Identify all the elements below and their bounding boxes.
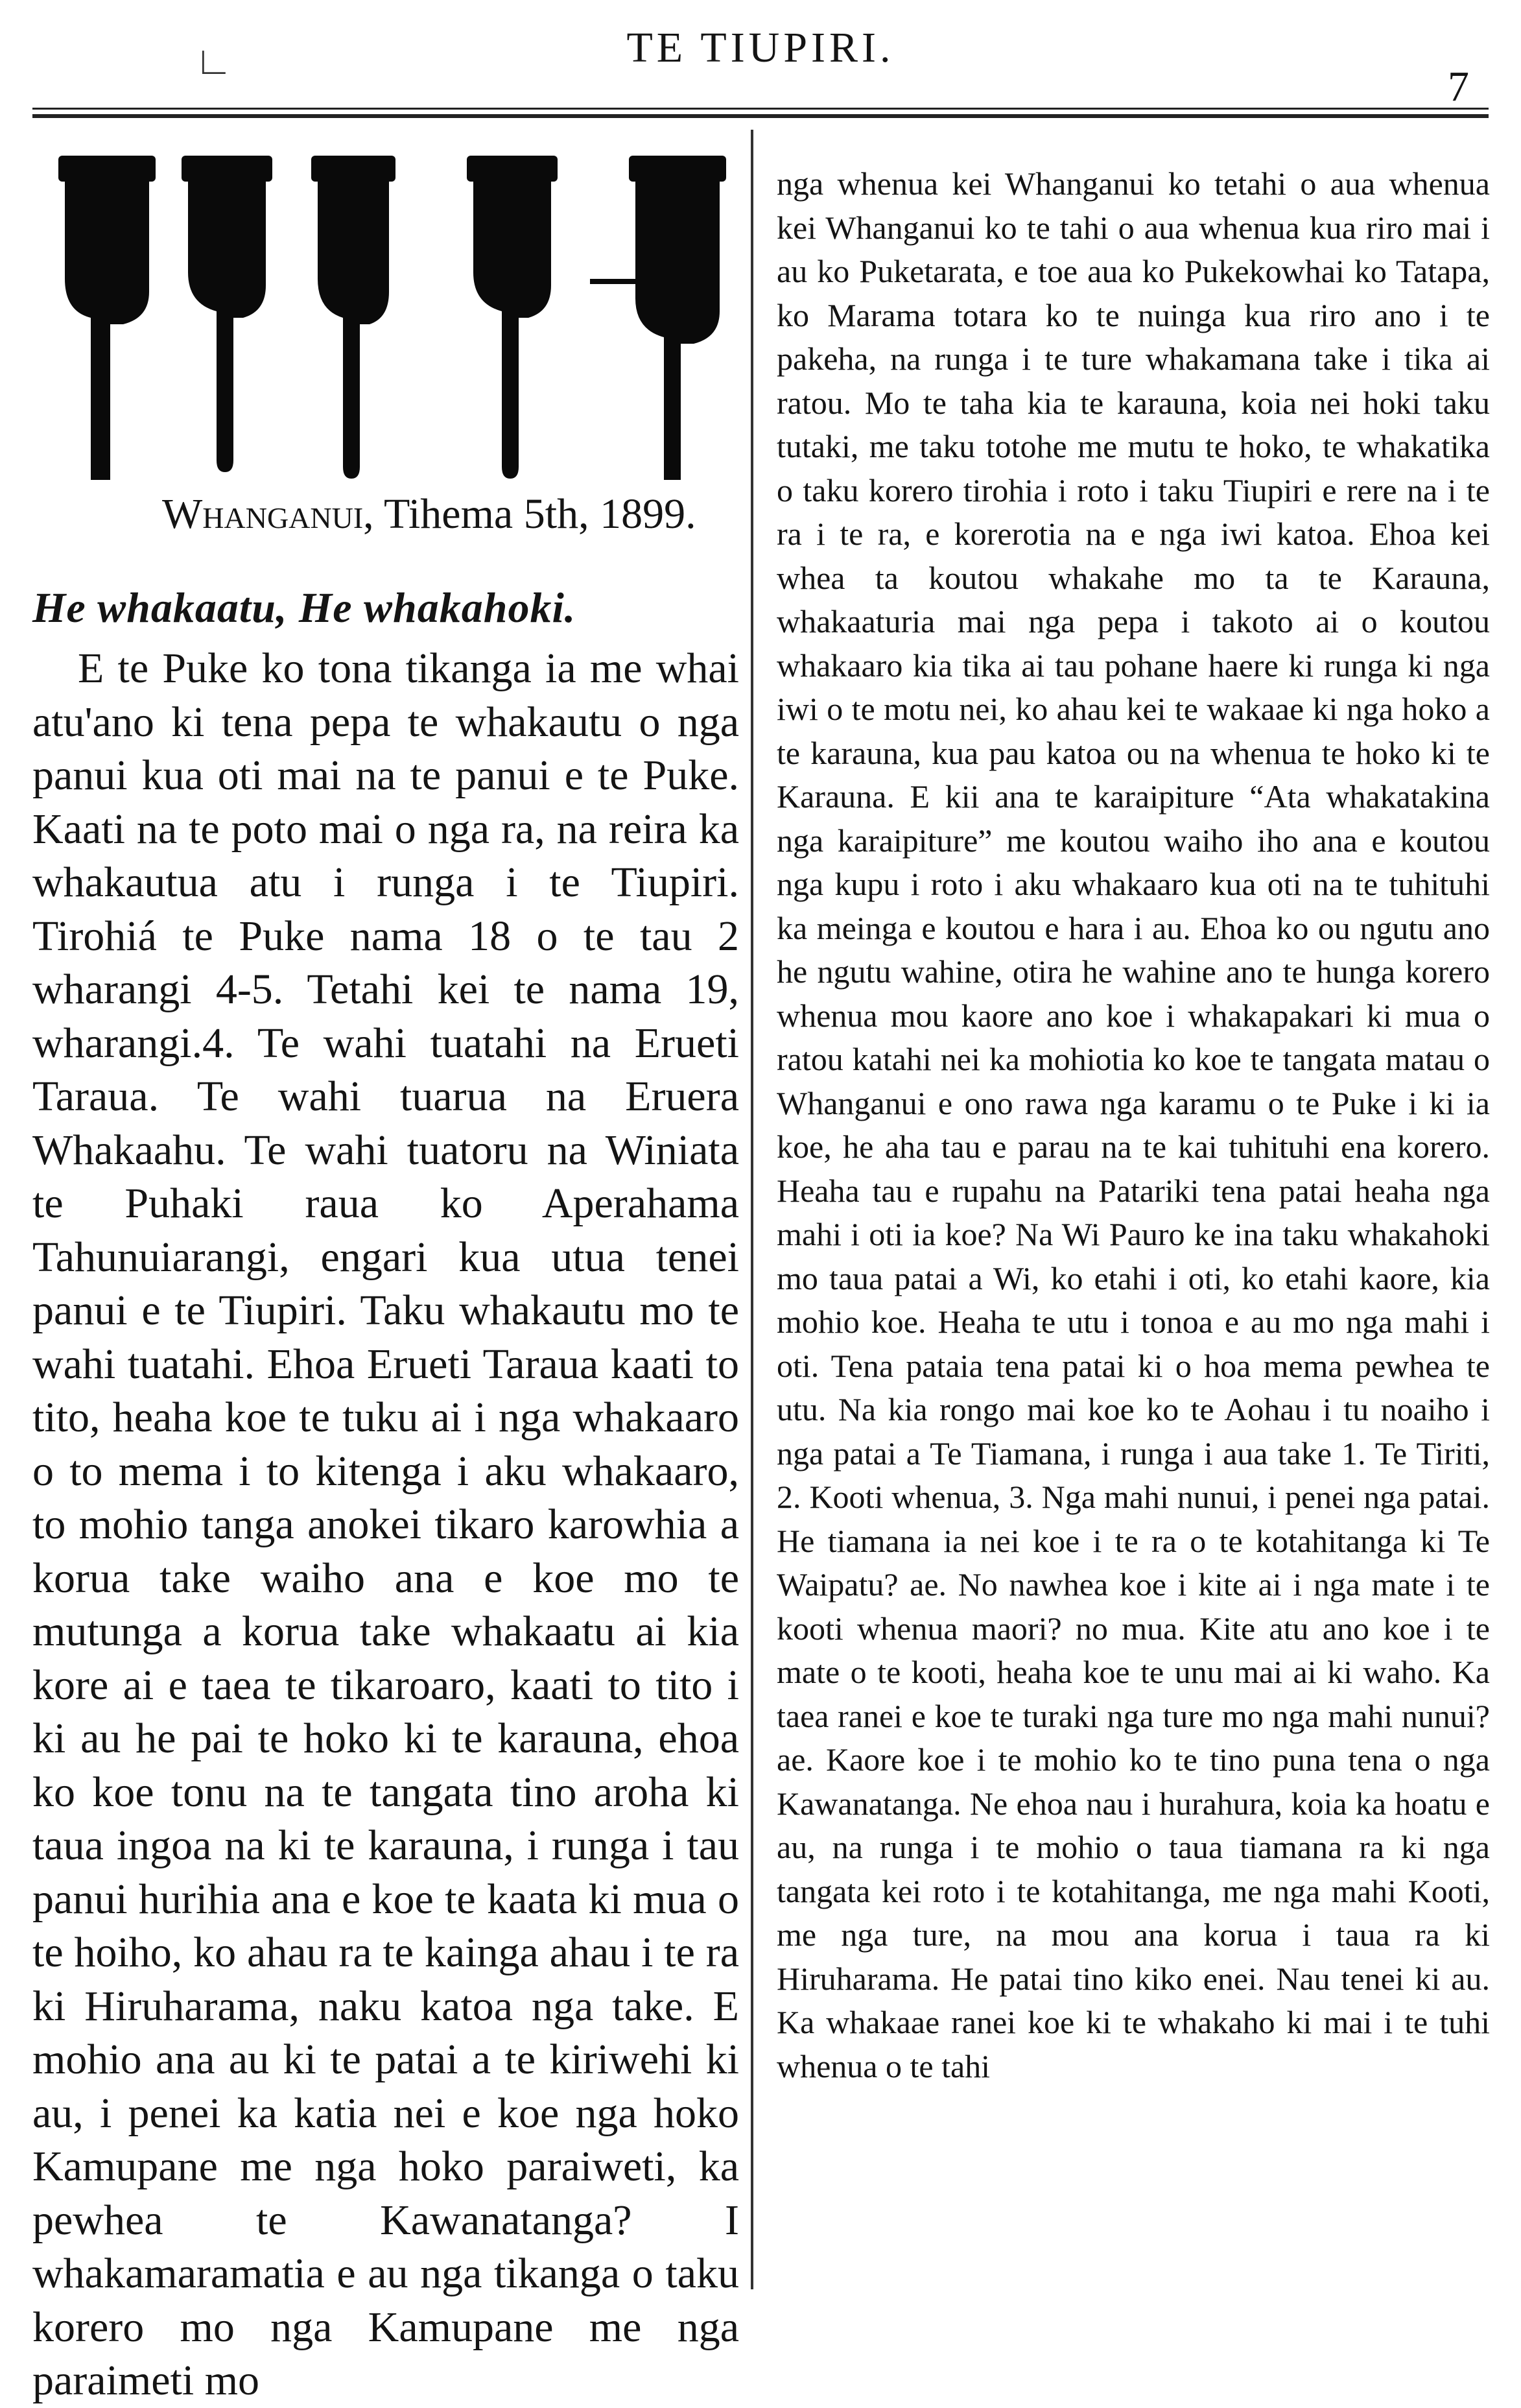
header-rule	[32, 108, 1489, 110]
pointing-hands-icon	[45, 143, 746, 480]
printer-mark: ∟	[195, 40, 233, 82]
column-divider	[751, 130, 753, 2289]
running-head: TE TIUPIRI.	[626, 24, 895, 71]
header-rule-thick	[32, 114, 1489, 118]
page-number: 7	[1448, 63, 1469, 110]
dateline	[162, 490, 696, 539]
article-headline: He whakaatu, He whakahoki.	[32, 584, 576, 632]
dateline-place: Whanganui,	[162, 490, 374, 538]
dateline-date: Tihema 5th, 1899.	[383, 490, 696, 538]
left-paragraph: E te Puke ko tona tikanga ia me whai atu'ano ki tena pepa te whakautu o nga panui kua oti mai na te panui e te Puke. Kaati na te poto mai o nga ra, na reira ka whakautua atu i runga i te Tiupiri. Tirohiá te Puke nama 18 o te tau 2 wharangi 4-5. Tetahi kei te nama 19, wharangi.4. Te wahi tuatahi na Erueti Taraua. Te wahi tuarua na Eruera Whakaahu. Te wahi tuatoru na Winiata te Puhaki raua ko Aperahama Tahunuiarangi, engari kua utua tenei panui e te Tiupiri. Taku whakautu mo te wahi tuatahi. Ehoa Erueti Taraua kaati to tito, heaha koe te tuku ai i nga whakaaro o to mema i to kitenga i aku whakaaro, to mohio tanga anokei tikaro karowhia a korua take waiho ana e koe mo te mutunga a korua take whakaatu ai kia kore ai e taea te tikaroaro, kaati to tito i ki au he pai te hoko ki te karauna, ehoa ko koe tonu na te tangata tino aroha ki taua ingoa na ki te karauna, i runga i tau panui hurihia ana e koe te kaata ki mua o te hoiho, ko ahau ra te kainga ahau i te ra ki Hiruharama, naku katoa nga take. E mohio ana au ki te patai a te kiriwehi ki au, i penei ka katia nei e koe nga hoko Kamupane me nga hoko paraiweti, ka pewhea te Kawanatanga? I whakamaramatia e au nga tikanga o taku korero mo nga Kamupane me nga paraimeti mo	[32, 645, 739, 2404]
left-article-body	[32, 642, 739, 2408]
right-paragraph: nga whenua kei Whanganui ko tetahi o aua whenua kei Whanganui ko te tahi o aua whenua kua riro mai i au ko Puketarata, e toe aua ko Pukekowhai ko Tatapa, ko Marama totara ko te nuinga kua riro ano i te pakeha, na runga i te ture whakamana take i tika ai ratou. Mo te taha kia te karauna, koia nei hoki taku tutaki, me taku totohe me mutu te hoko, te whakatika o taku korero tirohia i roto i taku Tiupiri e rere na i te ra i te ra, e korerotia na e nga iwi katoa. Ehoa kei whea ta koutou whakahe mo ta te Karauna, whakaaturia mai nga pepa i takoto ai o koutou whakaaro kia tika ai tau pohane haere ki runga ki nga iwi o te motu nei, ko ahau kei te wakaae ki nga hoko a te karauna, kua pau katoa ou na whenua te hoko ki te Karauna. E kii ana te karaipiture “Ata whakatakina nga karaipiture” me koutou waiho iho ana e koutou nga kupu i roto i aku whakaaro kua oti na te tuhituhi ka meinga e koutou e hara i au. Ehoa ko ou ngutu ano he ngutu wahine, otira he wahine ano te hunga korero whenua mou kaore ano koe i whakapakari ki mua o ratou katahi nei ka mohiotia ko koe te tangata matau o Whanganui e ono rawa nga karamu o te Puke i ki ia koe, he aha tau e parau na te kai tuhituhi ena korero. Heaha tau e rupahu na Patariki tena patai heaha nga mahi i oti ia koe? Na Wi Pauro ke ina taku whakahoki mo taua patai a Wi, ko etahi i oti, ko etahi kaore, kia mohio koe. Heaha te utu i tonoa e au mo nga mahi i oti. Tena pataia tena patai ki o hoa mema pewhea te utu. Na kia rongo mai koe ko te Aohau i tu noaiho i nga patai a Te Tiamana, i runga i aua take 1. Te Tiriti, 2. Kooti whenua, 3. Nga mahi nunui, i penei nga patai. He tiamana ia nei koe i te ra o te kotahitanga ki Te Waipatu? ae. No nawhea koe i kite ai i nga mate i te kooti whenua maori? no mua. Kite atu ano koe i te mate o te kooti, heaha koe te unu mai ai ki waho. Ka taea ranei e koe te turaki nga ture mo nga mahi nunui? ae. Kaore koe i te mohio ko te tino puna tena o nga Kawanatanga. Ne ehoa nau i hurahura, koia ka hoatu e au, na runga i te mohio o taua tiamana ra ki nga tangata kei roto i te kotahitanga, me nga mahi Kooti, me nga ture, na mou ana korua i taua ra ki Hiruharama. He patai tino kiko enei. Nau tenei ki au. Ka whakaae ranei koe ki te whakaho ki mai i te tuhi whenua o te tahi	[777, 165, 1490, 2084]
right-column	[777, 162, 1490, 2088]
